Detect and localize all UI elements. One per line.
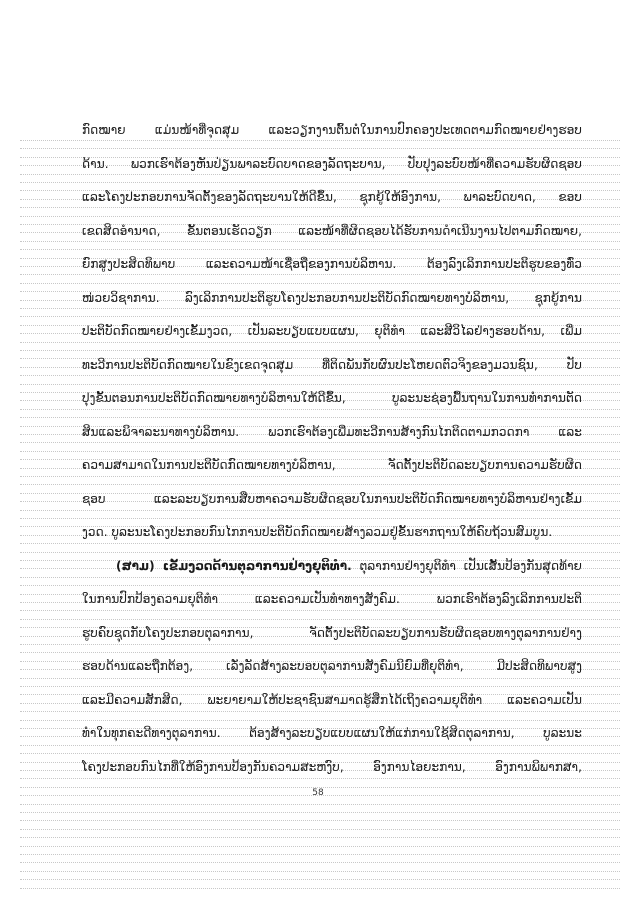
paragraph-line: ຍົກສູງປະສິດທິພາບ ແລະຄວາມໜ້າເຊື່ອຖືຂອງການບໍລິຫານ. ຕ້ອງລົງເລິກການປະຕິຮູບຂອງທົ່ວ (82, 257, 582, 271)
paragraph-line: ໃນການປົກປ້ອງຄວາມຍຸຕິທຳ ແລະຄວາມເປັນທຳທາງສັງຄົມ. ພວກເຮົາຕ້ອງລົງເລິກການປະຕິ (82, 592, 582, 606)
ruled-line (20, 812, 620, 813)
paragraph-line: ຮອບດ້ານແລະຖືກຕ້ອງ, ເລັ່ງລັດສ້າງລະບອບຕຸລາການສັງຄົມນິຍົມທີ່ຍຸຕິທຳ, ມີປະສິດທິພາບສູງ (82, 659, 582, 673)
paragraph-line: ປຸງຂັ້ນຕອນການປະຕິບັດກົດໝາຍທາງບໍລິຫານໃຫ້ດີຂຶ້ນ, ບູລະນະຊ່ອງພື້ນຖານໃນການທຳການຕັດ (82, 391, 582, 405)
document-body (82, 114, 582, 784)
ruled-line (20, 837, 620, 838)
paragraph-line: ຊອບ ແລະລະບຽບການສືບຫາຄວາມຮັບຜິດຊອບໃນການປະຕິບັດກົດໝາຍທາງບໍລິຫານຢ່າງເຂັ້ມ (82, 491, 582, 506)
section-heading: (ສາມ) ເຂັ້ມງວດດ້ານຕຸລາການຢ່າງຍຸຕິທຳ. (116, 558, 352, 573)
paragraph-line: ງວດ. ບູລະນະໂຄງປະກອບກົນໄກການປະຕິບັດກົດໝາຍສ້າງລວມຢູ່ຂັ້ນຮາກຖານໃຫ້ຄົບຖ້ວນສົມບູນ. (82, 525, 553, 539)
ruled-line (20, 854, 620, 855)
paragraph-line: ໂຄງປະກອບກົນໄກທີ່ໃຫ້ອົງການປ້ອງກັນຄວາມສະຫງົບ, ອົງການໄອຍະການ, ອົງການພິພາກສາ, (82, 759, 582, 774)
paragraph-line: ທະວີການປະຕິບັດກົດໝາຍໃນຂົງເຂດຈຸດສຸມ ທີ່ຕິດພັນກັບຜົນປະໂຫຍດຕົວຈິງຂອງມວນຊົນ, ປັບ (82, 357, 582, 372)
section-heading-continuation: ຕຸລາການຢ່າງຍຸຕິທຳ ເປັນເສັ້ນປ້ອງກັນສຸດທ້າຍ (351, 558, 582, 573)
paragraph-line: ໜ່ວຍວິຊາການ. ລົງເລິກການປະຕິຮູບໂຄງປະກອບການປະຕິບັດກົດໝາຍທາງບໍລິຫານ, ຊຸກຍູ້ການ (82, 290, 582, 305)
paragraph-line: ດ້ານ. ພວກເຮົາຕ້ອງຫັນປ່ຽນພາລະບົດບາດຂອງລັດຖະບານ, ປັບປຸງລະບົບໜ້າທີ່ຄວາມຮັບຜິດຊອບ (82, 156, 582, 171)
ruled-line (20, 829, 620, 830)
ruled-line (20, 879, 620, 880)
paragraph-line: ແລະໂຄງປະກອບການຈັດຕັ້ງຂອງລັດຖະບານໃຫ້ດີຂຶ້ນ, ຊຸກຍູ້ໃຫ້ອົງການ, ພາລະບົດບາດ, ຂອບ (82, 190, 582, 204)
paragraph-line: ປະຕິບັດກົດໝາຍຢ່າງເຂັ້ມງວດ, ເປັນລະບຽບແບບແຜນ, ຍຸຕິທຳ ແລະສີວິໄລຢ່າງຮອບດ້ານ, ເພີ່ມ (82, 324, 582, 338)
section-heading-line (82, 550, 582, 584)
ruled-line (20, 846, 620, 847)
paragraph-line: ຄວາມສາມາດໃນການປະຕິບັດກົດໝາຍທາງບໍລິຫານ, ຈັດຕັ້ງປະຕິບັດລະບຽບການຄວາມຮັບຜິດ (82, 458, 582, 472)
paragraph-line: ກົດໝາຍ ແມ່ນໜ້າທີ່ຈຸດສຸມ ແລະວຽກງານຕົ້ນຕໍໃນການປົກຄອງປະເທດຕາມກົດໝາຍຢ່າງຮອບ (82, 123, 582, 137)
paragraph-line: ແລະມີຄວາມສັກສິດ, ພະຍາຍາມໃຫ້ປະຊາຊົນສາມາດຮູ້ສຶກໄດ້ເຖິງຄວາມຍຸຕິທຳ ແລະຄວາມເປັນ (82, 692, 582, 707)
paragraph-line: ທຳໃນທຸກຄະດີທາງຕຸລາການ. ຕ້ອງສ້າງລະບຽບແບບແຜນໃຫ້ແກ່ການໃຊ້ສິດຕຸລາການ, ບູລະນະ (82, 726, 582, 740)
ruled-line (20, 862, 620, 863)
paragraph-line: ສິນແລະພິຈາລະນາທາງບໍລິຫານ. ພວກເຮົາຕ້ອງເພີ່ມທະວີການສ້າງກົນໄກຕິດຕາມກວດກາ ແລະ (82, 424, 582, 439)
ruled-line (20, 871, 620, 872)
page-number: 58 (312, 788, 324, 798)
ruled-line (20, 804, 620, 805)
ruled-line (20, 820, 620, 821)
paragraph-line: ຮູບຄົບຊຸດກັບໂຄງປະກອບຕຸລາການ, ຈັດຕັ້ງປະຕິບັດລະບຽບການຮັບຜິດຊອບທາງຕຸລາການຢ່າງ (82, 625, 582, 640)
paragraph-line: ເຂດສິດອຳນາດ, ຂັ້ນຕອນເຮັດວຽກ ແລະໜ້າທີ່ຜິດຊອບໄດ້ຮັບການດຳເນີນງານໄປຕາມກົດໝາຍ, (82, 223, 582, 238)
ruled-line (20, 888, 620, 889)
